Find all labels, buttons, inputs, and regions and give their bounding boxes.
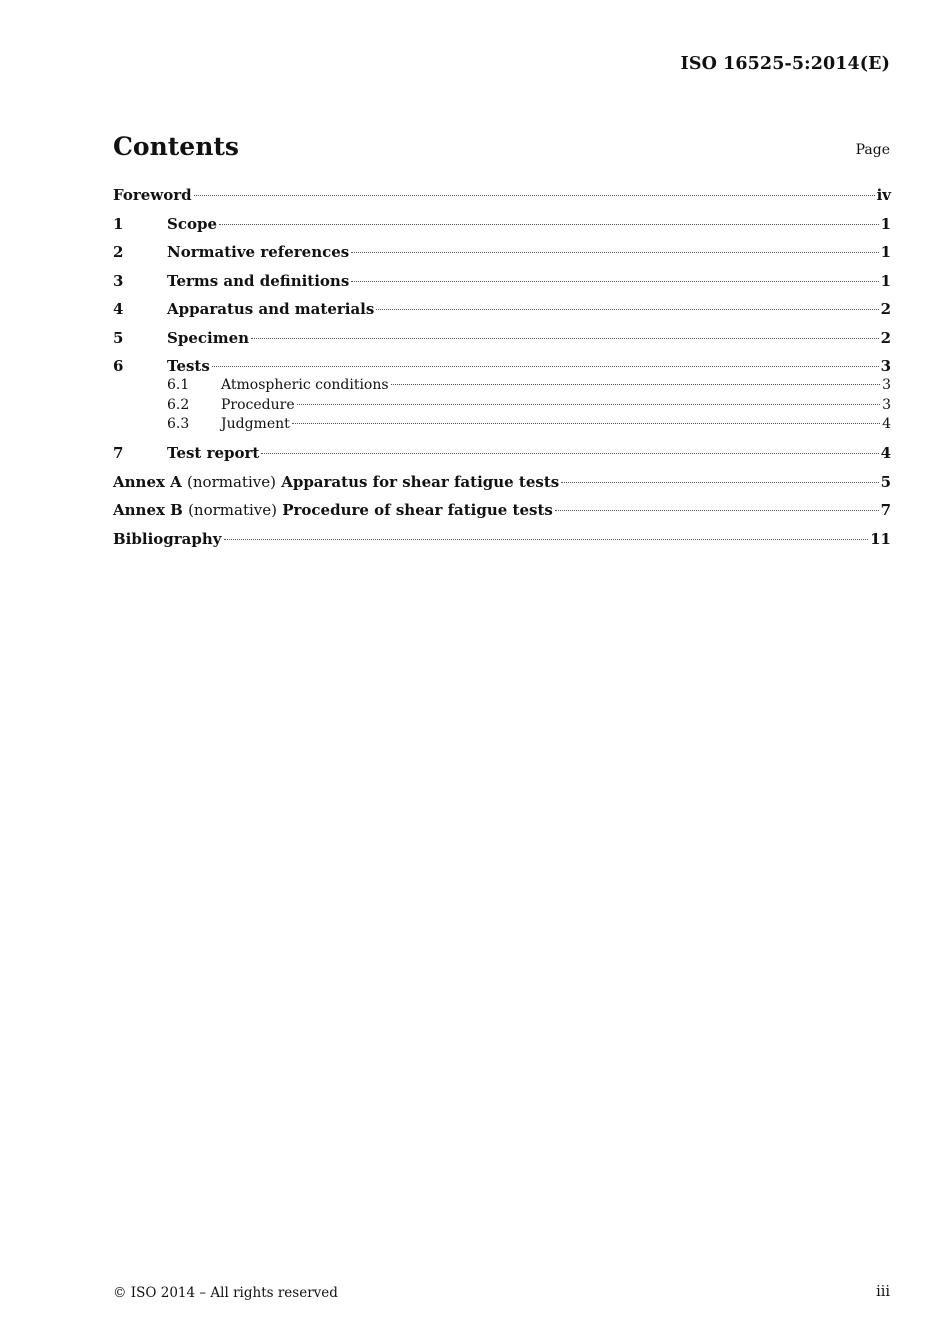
- toc-entry-apparatus-and-materials[interactable]: [113, 299, 891, 319]
- dot-leader: [351, 252, 878, 253]
- toc-entry-atmospheric-conditions[interactable]: [113, 376, 891, 396]
- toc-annex-label: [113, 500, 553, 520]
- toc-entry-title: Apparatus and materials: [167, 300, 375, 318]
- annex-prefix: Annex B: [113, 501, 183, 520]
- toc-annex-label: [113, 472, 559, 492]
- toc-entry-page: 2: [880, 300, 891, 318]
- toc-entry-page: 1: [880, 214, 891, 233]
- toc-entry-title: Procedure of shear fatigue tests: [282, 501, 553, 520]
- dot-leader: [292, 423, 880, 424]
- dot-leader: [376, 309, 878, 310]
- toc-entry-page: 11: [870, 529, 891, 548]
- toc-entry-test-report[interactable]: [113, 443, 891, 463]
- toc-entry-scope[interactable]: [113, 214, 891, 234]
- toc-entry-page: 2: [880, 328, 891, 347]
- footer-page-number: iii: [876, 1284, 890, 1300]
- toc-entry-annex-a[interactable]: [113, 472, 891, 492]
- toc-entry-title: Apparatus for shear fatigue tests: [281, 472, 560, 491]
- toc-entry-specimen[interactable]: [113, 328, 891, 348]
- dot-leader: [261, 453, 878, 454]
- toc-entry-judgment[interactable]: [113, 415, 891, 435]
- toc-entry-number: 6.3: [167, 416, 190, 433]
- dot-leader: [224, 539, 869, 540]
- annex-qualifier: (normative): [188, 501, 277, 520]
- toc-entry-title: Test report: [167, 444, 260, 463]
- toc-entry-normative-references[interactable]: [113, 242, 891, 262]
- toc-entry-title: Tests: [167, 357, 210, 375]
- toc-entry-page: iv: [876, 186, 891, 204]
- toc-entry-bibliography[interactable]: [113, 529, 891, 549]
- toc-entry-title: Terms and definitions: [167, 271, 350, 290]
- toc-entry-page: 4: [882, 416, 891, 433]
- toc-entry-procedure[interactable]: [113, 396, 891, 416]
- toc-entry-page: 7: [880, 501, 891, 520]
- dot-leader: [251, 338, 879, 339]
- contents-heading: Contents: [113, 132, 240, 161]
- toc-entry-page: 3: [882, 377, 891, 393]
- toc-entry-title: Normative references: [167, 243, 350, 261]
- dot-leader: [555, 510, 879, 511]
- toc-entry-title: Bibliography: [113, 529, 222, 548]
- dot-leader: [391, 384, 881, 385]
- toc-entry-title: Foreword: [113, 186, 192, 204]
- toc-entry-number: 6.1: [167, 377, 190, 393]
- annex-prefix: Annex A: [113, 472, 182, 491]
- toc-entry-tests[interactable]: [113, 356, 891, 376]
- toc-entry-number: 5: [113, 328, 124, 347]
- toc-entry-page: 1: [880, 271, 891, 290]
- toc-entry-number: 2: [113, 243, 124, 261]
- toc-entry-annex-b[interactable]: [113, 500, 891, 520]
- toc-entry-page: 5: [880, 472, 891, 491]
- toc-entry-title: Procedure: [221, 396, 295, 413]
- toc-entry-page: 3: [882, 396, 891, 413]
- toc-entry-number: 4: [113, 300, 124, 318]
- toc-entry-page: 4: [880, 444, 891, 463]
- dot-leader: [351, 281, 878, 282]
- toc-entry-terms-and-definitions[interactable]: [113, 271, 891, 291]
- toc-entry-number: 7: [113, 444, 124, 463]
- toc-entry-number: 1: [113, 214, 124, 233]
- toc-entry-number: 3: [113, 271, 124, 290]
- table-of-contents: [113, 185, 891, 557]
- dot-leader: [212, 366, 879, 367]
- toc-entry-number: 6: [113, 357, 124, 375]
- toc-entry-foreword[interactable]: [113, 185, 891, 205]
- dot-leader: [297, 404, 880, 405]
- toc-entry-title: Specimen: [167, 328, 250, 347]
- toc-entry-title: Judgment: [221, 416, 290, 433]
- footer-copyright: © ISO 2014 – All rights reserved: [113, 1285, 338, 1301]
- dot-leader: [219, 224, 879, 225]
- toc-entry-title: Scope: [167, 214, 218, 233]
- page-column-label: Page: [855, 142, 890, 158]
- toc-entry-page: 3: [880, 357, 891, 375]
- toc-entry-number: 6.2: [167, 396, 190, 413]
- dot-leader: [561, 482, 878, 483]
- dot-leader: [194, 195, 875, 196]
- document-id: ISO 16525-5:2014(E): [680, 54, 890, 74]
- toc-entry-page: 1: [880, 243, 891, 261]
- toc-entry-title: Atmospheric conditions: [221, 377, 389, 393]
- annex-qualifier: (normative): [187, 472, 276, 491]
